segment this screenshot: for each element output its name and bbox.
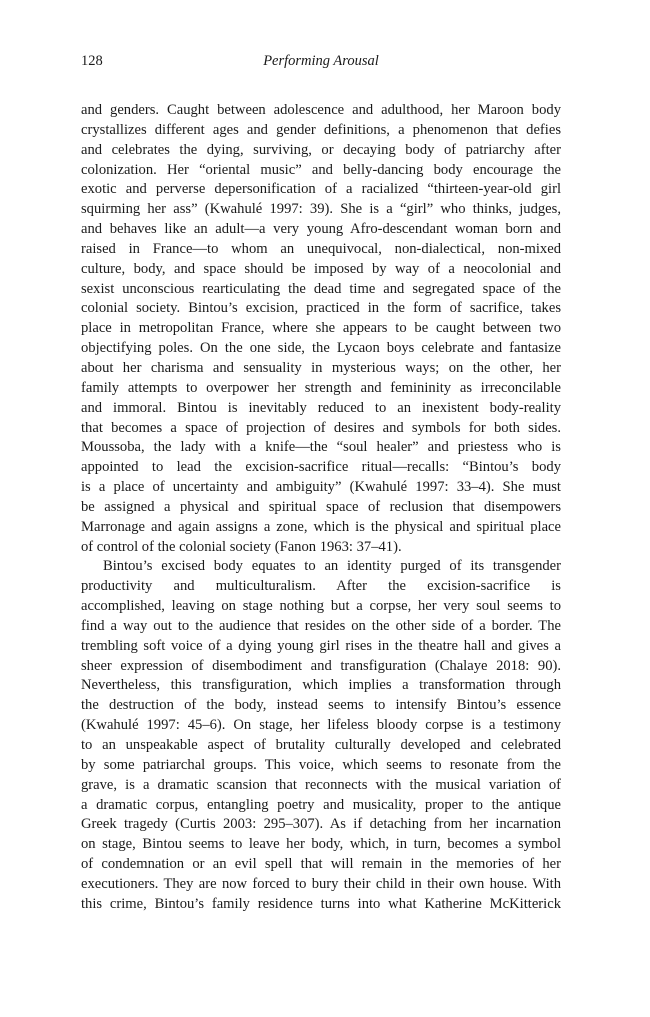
text-line: is a place of uncertainty and ambiguity” (Kwahulé 1997: 33–4). She must xyxy=(81,479,561,496)
text-line: the destruction of the body, instead seems to intensify Bintou’s essence xyxy=(81,697,561,714)
text-line: family attempts to overpower her strength and femininity as irreconcilable xyxy=(81,379,561,396)
text-line: on stage, Bintou seems to leave her body, which, in turn, becomes a symbol xyxy=(81,836,561,853)
text-line: (Kwahulé 1997: 45–6). On stage, her lifeless bloody corpse is a testimony xyxy=(81,717,561,734)
text-line: and immoral. Bintou is inevitably reduced to an inexistent body-reality xyxy=(81,399,561,416)
text-line: find a way out to the audience that resides on the other side of a border. The xyxy=(81,617,561,634)
text-line: accomplished, leaving on stage nothing but a corpse, her very soul seems to xyxy=(81,598,561,615)
text-line: and genders. Caught between adolescence and adulthood, her Maroon body xyxy=(81,102,561,118)
text-line: a dramatic corpus, entangling poetry and musicality, proper to the antique xyxy=(81,796,561,813)
text-line: and celebrates the dying, surviving, or decaying body of patriarchy after xyxy=(81,141,561,158)
text-line: about her charisma and sensuality in mysterious ways; on the other, her xyxy=(81,359,561,376)
text-line: raised in France—to whom an unequivocal, non-dialectical, non-mixed xyxy=(81,240,561,257)
text-line: executioners. They are now forced to bury their child in their own house. With xyxy=(81,875,561,892)
page-number: 128 xyxy=(81,53,103,69)
text-line: colonial society. Bintou’s excision, practiced in the form of sacrifice, takes xyxy=(81,300,561,317)
text-line: colonization. Her “oriental music” and belly-dancing body encourage the xyxy=(81,161,561,178)
text-line: sexist unconscious rearticulating the dead time and segregated space of the xyxy=(81,280,561,297)
text-line: Nevertheless, this transfiguration, which implies a transformation through xyxy=(81,677,561,694)
text-line: culture, body, and space should be imposed by way of a neocolonial and xyxy=(81,260,561,277)
body-text xyxy=(81,101,561,915)
text-line: appointed to lead the excision-sacrifice ritual—recalls: “Bintou’s body xyxy=(81,459,561,476)
text-line: objectifying poles. On the one side, the Lycaon boys celebrate and fantasize xyxy=(81,340,561,357)
text-line: be assigned a physical and spiritual space of reclusion that disempowers xyxy=(81,498,561,515)
text-line: grave, is a dramatic scansion that reconnects with the musical variation of xyxy=(81,776,561,793)
running-title: Performing Arousal xyxy=(263,53,379,69)
text-line: and behaves like an adult—a very young Afro-descendant woman born and xyxy=(81,221,561,238)
running-head xyxy=(81,52,561,72)
text-line: of condemnation or an evil spell that will remain in the memories of her xyxy=(81,856,561,873)
text-line: this crime, Bintou’s family residence turns into what Katherine McKitterick xyxy=(81,895,561,912)
text-line: of control of the colonial society (Fanon 1963: 37–41). xyxy=(81,538,402,555)
text-line: Greek tragedy (Curtis 2003: 295–307). As if detaching from her incarnation xyxy=(81,816,561,833)
text-line: sheer expression of disembodiment and transfiguration (Chalaye 2018: 90). xyxy=(81,657,561,674)
text-line: Moussoba, the lady with a knife—the “soul healer” and priestess who is xyxy=(81,439,561,456)
text-line: Bintou’s excised body equates to an identity purged of its transgender xyxy=(103,558,561,575)
paragraph xyxy=(81,101,561,557)
text-line: exotic and perverse depersonification of a racialized “thirteen-year-old girl xyxy=(81,181,561,198)
text-line: trembling soft voice of a dying young girl rises in the theatre hall and gives a xyxy=(81,637,561,654)
text-line: place in metropolitan France, where she appears to be caught between two xyxy=(81,320,561,337)
text-line: by some patriarchal groups. This voice, which seems to resonate from the xyxy=(81,756,561,773)
paragraph xyxy=(81,557,561,914)
text-line: Marronage and again assigns a zone, which is the physical and spiritual place xyxy=(81,518,561,535)
text-line: to an unspeakable aspect of brutality culturally developed and celebrated xyxy=(81,737,561,753)
text-line: crystallizes different ages and gender definitions, a phenomenon that defies xyxy=(81,121,561,138)
text-line: that becomes a space of projection of desires and symbols for both sides. xyxy=(81,419,561,436)
text-line: productivity and multiculturalism. After the excision-sacrifice is xyxy=(81,578,561,595)
text-line: squirming her ass” (Kwahulé 1997: 39). She is a “girl” who thinks, judges, xyxy=(81,201,561,218)
